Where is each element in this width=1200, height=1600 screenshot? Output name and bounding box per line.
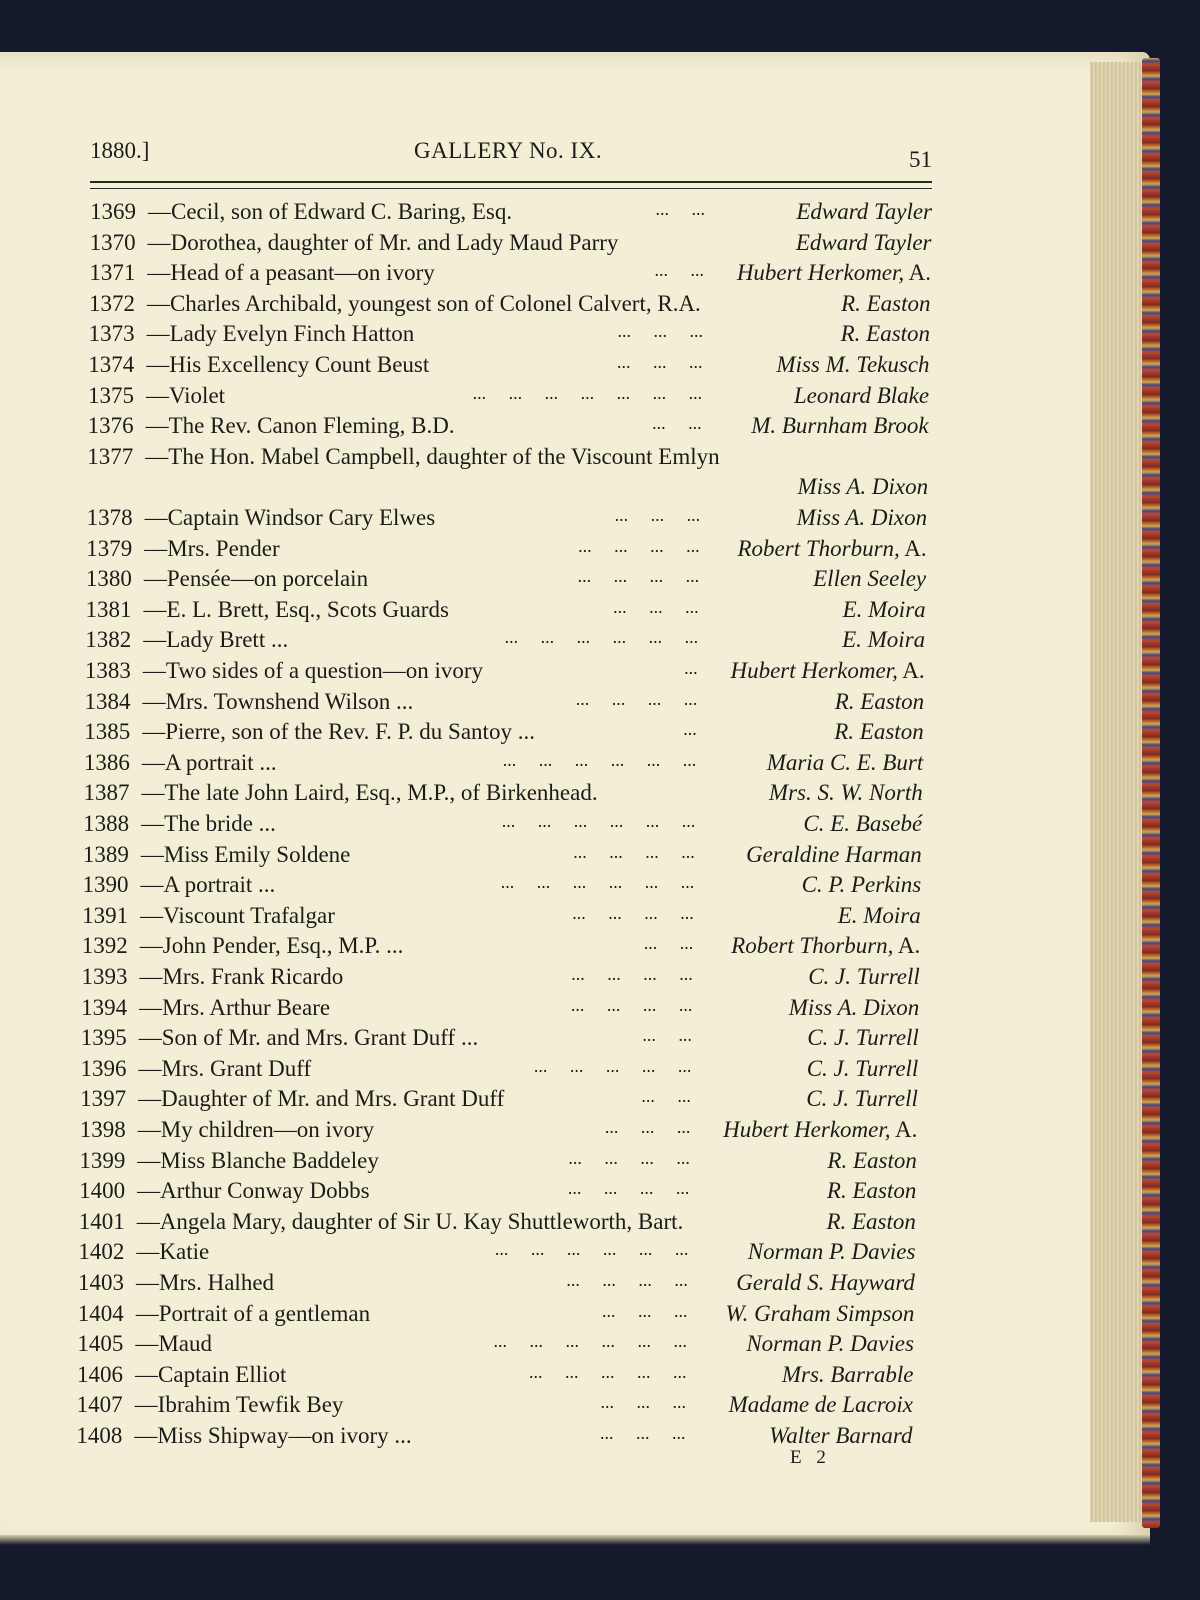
catalogue-entry xyxy=(84,748,277,778)
artist-name: C. E. Basebé xyxy=(803,811,923,836)
entry-dash: — xyxy=(135,1300,159,1326)
entry-dash: — xyxy=(139,964,163,989)
entry-title: Dorothea, daughter of Mr. and Lady Maud Parry xyxy=(170,229,619,255)
entry-number: 1397 xyxy=(80,1086,127,1112)
leader-dots: ... ... ... ... xyxy=(573,841,695,862)
artist-name: R. Easton xyxy=(826,1208,916,1234)
entry-artist xyxy=(746,840,922,870)
entry-title: Viscount Trafalgar xyxy=(163,902,335,928)
academician-suffix: A. xyxy=(890,1117,918,1142)
entry-artist xyxy=(808,962,920,992)
entry-number: 1383 xyxy=(84,658,131,683)
entry-artist xyxy=(736,1268,915,1298)
catalogue-entry xyxy=(88,381,225,411)
academician-suffix: A. xyxy=(893,933,921,959)
artist-name: Norman P. Davies xyxy=(747,1239,916,1265)
entry-dash: — xyxy=(134,1423,158,1448)
entry-title: Pierre, son of the Rev. F. P. du Santoy ... xyxy=(165,719,535,745)
artist-name: Miss A. Dixon xyxy=(796,505,928,530)
leader-dots: ... ... ... xyxy=(617,352,703,372)
academician-suffix: A. xyxy=(899,535,927,561)
entry-dash: — xyxy=(146,290,170,316)
entry-title: Daughter of Mr. and Mrs. Grant Duff xyxy=(161,1086,505,1112)
entry-number: 1369 xyxy=(90,199,136,224)
catalogue-entry xyxy=(86,595,449,625)
entry-title: The Rev. Canon Fleming, B.D. xyxy=(168,413,455,439)
entry-number: 1388 xyxy=(83,811,130,836)
entry-title: A portrait ... xyxy=(164,749,277,775)
entry-artist xyxy=(841,319,930,349)
entry-number: 1379 xyxy=(86,535,133,561)
entry-artist xyxy=(843,595,926,625)
entry-number: 1373 xyxy=(88,321,135,347)
artist-name: Miss A. Dixon xyxy=(788,994,920,1020)
catalogue-entry xyxy=(80,1084,504,1114)
entry-number: 1370 xyxy=(89,229,136,255)
entry-title: Son of Mr. and Mrs. Grant Duff ... xyxy=(161,1025,479,1051)
entry-artist xyxy=(746,1329,914,1359)
artist-name: Madame de Lacroix xyxy=(728,1392,913,1418)
catalogue-entry xyxy=(77,1360,286,1390)
artist-name: Ellen Seeley xyxy=(813,566,927,592)
entry-number: 1372 xyxy=(88,290,135,316)
catalogue-entry xyxy=(77,1390,344,1420)
artist-name: Mrs. S. W. North xyxy=(768,780,923,806)
leader-dots: ... ... xyxy=(641,1086,691,1107)
artist-name: W. Graham Simpson xyxy=(725,1300,915,1326)
artist-name: Robert Thorburn, xyxy=(731,933,894,959)
artist-name: Geraldine Harman xyxy=(746,841,922,867)
leader-dots: ... ... ... ... xyxy=(570,994,693,1015)
page-number: 51 xyxy=(909,147,932,172)
catalogue-entry xyxy=(86,534,279,564)
leader-dots: ... ... xyxy=(642,1025,692,1046)
entry-dash: — xyxy=(145,413,169,439)
entry-dash: — xyxy=(143,627,167,653)
entry-artist xyxy=(729,1390,913,1420)
entry-dash: — xyxy=(146,352,170,377)
entry-dash: — xyxy=(143,596,167,622)
catalogue-entry xyxy=(87,503,436,533)
entry-number: 1389 xyxy=(82,841,129,867)
entry-title: Miss Emily Soldene xyxy=(163,841,351,867)
artist-name: Walter Barnard xyxy=(769,1423,913,1448)
header-title: GALLERY No. IX. xyxy=(414,138,603,163)
entry-dash: — xyxy=(147,260,171,286)
catalogue-entry xyxy=(81,962,343,992)
artist-name: Mrs. Barrable xyxy=(781,1361,914,1387)
entry-dash: — xyxy=(140,841,164,867)
entry-title: Miss Shipway—on ivory ... xyxy=(157,1423,412,1448)
artist-name: C. J. Turrell xyxy=(806,1086,918,1112)
entry-title: The Hon. Mabel Campbell, daughter of the Viscount Emlyn xyxy=(168,443,720,469)
entry-number: 1386 xyxy=(83,749,130,775)
catalogue-entry xyxy=(76,1421,411,1451)
catalogue-entry xyxy=(85,687,414,717)
entry-dash: — xyxy=(137,1147,161,1173)
artist-name: R. Easton xyxy=(826,1178,917,1204)
entry-artist xyxy=(782,1360,914,1390)
entry-dash: — xyxy=(140,902,164,928)
entry-dash: — xyxy=(141,811,165,836)
entry-title: Violet xyxy=(168,382,226,408)
entry-artist xyxy=(807,1054,919,1084)
entry-number: 1385 xyxy=(84,719,131,745)
entry-artist xyxy=(841,289,930,319)
leader-dots: ... ... ... ... ... xyxy=(533,1055,692,1076)
entry-artist xyxy=(802,870,922,900)
entry-artist xyxy=(726,1299,915,1329)
entry-dash: — xyxy=(136,1208,160,1234)
entry-artist xyxy=(835,687,924,717)
entry-number: 1392 xyxy=(81,933,128,959)
entry-dash: — xyxy=(141,780,165,806)
entry-artist xyxy=(751,411,928,441)
catalogue-entry xyxy=(81,1023,478,1053)
entry-title: My children—on ivory xyxy=(160,1117,375,1142)
entry-dash: — xyxy=(140,872,164,898)
entry-title: Pensée—on porcelain xyxy=(166,566,369,592)
catalogue-entry xyxy=(85,625,288,655)
entry-title: Captain Elliot xyxy=(158,1361,287,1387)
artist-name: E. Moira xyxy=(837,902,921,928)
entry-title: Charles Archibald, youngest son of Colonel Calvert, R.A. xyxy=(169,290,701,316)
entry-dash: — xyxy=(136,1270,160,1295)
entry-title: Miss Blanche Baddeley xyxy=(160,1147,379,1173)
entry-number: 1374 xyxy=(88,352,135,377)
entry-dash: — xyxy=(144,535,168,561)
entry-artist xyxy=(730,656,924,686)
academician-suffix: A. xyxy=(904,260,932,286)
entry-number: 1381 xyxy=(85,596,132,622)
artist-name: C. J. Turrell xyxy=(806,1055,919,1081)
artist-name: R. Easton xyxy=(841,290,931,316)
entry-artist xyxy=(807,1023,919,1053)
leader-dots: ... ... xyxy=(643,933,694,954)
entry-artist xyxy=(813,564,926,594)
entry-number: 1399 xyxy=(79,1147,126,1173)
entry-title: E. L. Brett, Esq., Scots Guards xyxy=(166,596,449,622)
catalogue-entry xyxy=(78,1299,370,1329)
entry-number: 1393 xyxy=(81,964,128,989)
artist-name: R. Easton xyxy=(840,321,931,347)
leader-dots: ... ... ... ... ... ... ... xyxy=(472,382,703,403)
leader-dots: ... xyxy=(684,658,698,678)
entry-dash: — xyxy=(138,1055,162,1081)
artist-name: R. Easton xyxy=(827,1147,917,1173)
entry-number: 1400 xyxy=(79,1178,126,1204)
entry-dash: — xyxy=(136,1239,160,1265)
entry-title: Katie xyxy=(159,1239,210,1265)
entry-number: 1396 xyxy=(80,1055,127,1081)
catalogue-entry xyxy=(88,350,429,380)
catalogue-entry xyxy=(84,778,598,808)
leader-dots: ... ... ... ... xyxy=(567,1178,690,1199)
leader-dots: ... ... ... ... ... ... xyxy=(504,627,699,648)
entry-dash: — xyxy=(138,1086,162,1112)
catalogue-entry xyxy=(81,993,330,1023)
entry-artist xyxy=(838,901,921,931)
catalogue-entry xyxy=(82,870,275,900)
artist-name: C. J. Turrell xyxy=(808,964,920,989)
entry-dash: — xyxy=(147,229,171,255)
leader-dots: ... ... ... ... ... ... xyxy=(493,1331,687,1352)
catalogue-entry xyxy=(78,1268,274,1298)
entry-title: Two sides of a question—on ivory xyxy=(165,658,484,683)
entry-dash: — xyxy=(138,1025,162,1051)
artist-name: Norman P. Davies xyxy=(746,1331,914,1357)
artist-name: Miss M. Tekusch xyxy=(776,352,930,377)
entry-artist xyxy=(737,258,931,288)
catalogue-entry xyxy=(86,564,368,594)
artist-name: Hubert Herkomer, xyxy=(723,1117,891,1142)
catalogue-entry xyxy=(89,258,434,288)
leader-dots: ... ... ... xyxy=(599,1423,686,1443)
entry-number: 1401 xyxy=(78,1208,125,1234)
entry-dash: — xyxy=(144,505,168,530)
entry-title: Lady Evelyn Finch Hatton xyxy=(169,321,415,347)
leader-dots: ... ... ... ... xyxy=(566,1270,688,1290)
artist-name: Edward Tayler xyxy=(796,199,932,224)
entry-artist xyxy=(723,1115,917,1145)
artist-name: M. Burnham Brook xyxy=(751,413,929,439)
catalogue-entry xyxy=(79,1207,684,1237)
artist-name: Leonard Blake xyxy=(793,382,930,408)
entry-number: 1384 xyxy=(84,688,131,714)
catalogue-entry xyxy=(90,197,512,227)
artist-name: R. Easton xyxy=(834,688,925,714)
entry-artist xyxy=(737,534,926,564)
entry-artist xyxy=(748,1237,916,1267)
entry-number: 1394 xyxy=(81,994,128,1020)
academician-suffix: A. xyxy=(897,658,925,683)
catalogue-entry xyxy=(80,1115,374,1145)
entry-title: Head of a peasant—on ivory xyxy=(170,260,435,286)
entry-title: Angela Mary, daughter of Sir U. Kay Shuttleworth, Bart. xyxy=(159,1208,684,1234)
entry-title: Mrs. Grant Duff xyxy=(161,1055,312,1081)
entry-title: Cecil, son of Edward C. Baring, Esq. xyxy=(171,199,513,224)
entry-title: Ibrahim Tewfik Bey xyxy=(157,1392,344,1418)
entry-artist xyxy=(769,778,923,808)
catalogue-entry xyxy=(78,1237,209,1267)
catalogue-entry xyxy=(80,1054,311,1084)
leader-dots: ... ... ... ... ... ... xyxy=(500,872,695,893)
entry-title: Mrs. Frank Ricardo xyxy=(162,964,344,989)
leader-dots: ... ... ... xyxy=(614,505,701,525)
entry-dash: — xyxy=(146,321,170,347)
signature-mark: E 2 xyxy=(790,1447,831,1468)
entry-dash: — xyxy=(139,933,163,959)
entry-artist xyxy=(834,717,923,747)
catalogue-entry xyxy=(90,228,619,258)
catalogue-entry xyxy=(77,1329,212,1359)
entry-dash: — xyxy=(137,1178,161,1204)
artist-name: Edward Tayler xyxy=(795,229,932,255)
leader-dots: ... ... ... ... xyxy=(577,566,700,587)
entry-dash: — xyxy=(135,1361,159,1387)
leader-dots: ... ... ... ... xyxy=(568,1147,690,1168)
catalogue-entry xyxy=(83,840,351,870)
entry-number: 1375 xyxy=(87,382,134,408)
entry-dash: — xyxy=(135,1331,159,1357)
entry-artist xyxy=(827,1176,916,1206)
leader-dots: ... ... ... ... ... ... xyxy=(494,1239,689,1260)
entry-dash: — xyxy=(142,658,166,683)
entry-number: 1407 xyxy=(76,1392,123,1418)
leader-dots: ... ... ... ... ... xyxy=(528,1361,687,1382)
leader-dots: ... ... ... ... xyxy=(572,902,694,923)
entry-title: Maud xyxy=(158,1331,213,1357)
leader-dots: ... xyxy=(683,719,697,740)
leader-dots: ... ... ... xyxy=(600,1392,686,1413)
entry-artist xyxy=(798,472,929,502)
catalogue-entry xyxy=(79,1146,378,1176)
entry-number: 1408 xyxy=(76,1423,123,1448)
entry-dash: — xyxy=(145,443,169,469)
entry-dash: — xyxy=(137,1117,161,1142)
entry-number: 1376 xyxy=(87,413,134,439)
entry-artist xyxy=(794,381,929,411)
entry-artist xyxy=(803,809,922,839)
entry-title: Arthur Conway Dobbs xyxy=(160,1178,370,1204)
artist-name: Hubert Herkomer, xyxy=(730,658,898,683)
entry-title: Mrs. Townshend Wilson ... xyxy=(165,688,414,714)
leader-dots: ... ... ... ... xyxy=(575,688,698,709)
entry-dash: — xyxy=(141,749,165,775)
entry-number: 1390 xyxy=(82,872,129,898)
header-year: 1880.] xyxy=(90,138,150,163)
entry-number: 1380 xyxy=(85,566,132,592)
entry-title: Mrs. Halhed xyxy=(159,1270,275,1295)
catalogue-entry xyxy=(89,319,415,349)
entry-dash: — xyxy=(134,1392,158,1418)
catalogue-entry xyxy=(87,442,719,472)
leader-dots: ... ... ... ... ... ... xyxy=(502,749,697,770)
artist-name: Robert Thorburn, xyxy=(737,535,900,561)
entry-title: Mrs. Pender xyxy=(167,535,280,561)
artist-name: R. Easton xyxy=(834,719,924,745)
entry-artist xyxy=(796,228,932,258)
entry-number: 1405 xyxy=(77,1331,124,1357)
catalogue-entry xyxy=(88,411,455,441)
entry-number: 1402 xyxy=(78,1239,125,1265)
entry-number: 1395 xyxy=(80,1025,127,1051)
artist-name: Maria C. E. Burt xyxy=(766,749,924,775)
entry-artist xyxy=(806,1084,918,1114)
entry-dash: — xyxy=(145,382,169,408)
entry-number: 1403 xyxy=(78,1270,125,1295)
entry-number: 1406 xyxy=(77,1361,124,1387)
entry-artist xyxy=(826,1207,915,1237)
catalogue-entry xyxy=(82,901,335,931)
entry-title: John Pender, Esq., M.P. ... xyxy=(162,933,404,959)
artist-name: E. Moira xyxy=(842,627,926,653)
leader-dots: ... ... xyxy=(652,413,702,434)
entry-number: 1378 xyxy=(86,505,133,530)
leader-dots: ... ... ... xyxy=(604,1117,691,1137)
entry-number: 1382 xyxy=(85,627,132,653)
artist-name: C. J. Turrell xyxy=(807,1025,919,1051)
entry-artist xyxy=(767,748,924,778)
catalogue-entry xyxy=(84,717,535,747)
entry-dash: — xyxy=(142,688,166,714)
entry-number: 1377 xyxy=(87,443,134,469)
leader-dots: ... ... xyxy=(654,260,705,281)
artist-name: Gerald S. Hayward xyxy=(736,1270,915,1295)
entry-artist xyxy=(776,350,929,380)
artist-name: E. Moira xyxy=(842,596,926,622)
entry-dash: — xyxy=(143,566,167,592)
entry-artist xyxy=(789,993,920,1023)
entry-artist xyxy=(797,503,928,533)
leader-dots: ... ... ... ... ... ... xyxy=(501,811,696,831)
entry-title: The bride ... xyxy=(164,811,276,836)
entry-number: 1371 xyxy=(89,260,136,286)
entry-number: 1391 xyxy=(82,902,129,928)
entry-dash: — xyxy=(139,994,163,1020)
entry-title: His Excellency Count Beust xyxy=(169,352,430,377)
catalogue-entry xyxy=(85,656,483,686)
artist-name: C. P. Perkins xyxy=(801,872,922,898)
leader-dots: ... ... ... xyxy=(617,321,704,342)
leader-dots: ... ... ... ... xyxy=(571,964,693,984)
entry-title: Mrs. Arthur Beare xyxy=(162,994,331,1020)
entry-number: 1404 xyxy=(77,1300,124,1326)
entry-title: Captain Windsor Cary Elwes xyxy=(167,505,436,530)
catalogue-entry xyxy=(83,809,276,839)
catalogue-entry xyxy=(79,1176,370,1206)
entry-number: 1398 xyxy=(79,1117,126,1142)
leader-dots: ... ... ... xyxy=(613,596,699,617)
entry-artist xyxy=(827,1146,916,1176)
entry-dash: — xyxy=(148,199,171,224)
entry-number: 1387 xyxy=(83,780,130,806)
leader-dots: ... ... ... xyxy=(601,1300,688,1321)
entry-title: A portrait ... xyxy=(163,872,276,898)
leader-dots: ... ... xyxy=(655,199,705,219)
entry-artist xyxy=(842,625,925,655)
artist-name: Miss A. Dixon xyxy=(797,474,929,500)
entry-title: The late John Laird, Esq., M.P., of Birkenhead. xyxy=(164,780,598,806)
entry-artist xyxy=(731,931,920,961)
entry-title: Lady Brett ... xyxy=(166,627,289,653)
catalogue-entry xyxy=(89,289,701,319)
entry-artist xyxy=(796,197,932,227)
entry-title: Portrait of a gentleman xyxy=(158,1300,371,1326)
entry-dash: — xyxy=(142,719,166,745)
artist-name: Hubert Herkomer, xyxy=(736,260,905,286)
catalogue-entry xyxy=(82,931,404,961)
leader-dots: ... ... ... ... xyxy=(578,535,700,556)
